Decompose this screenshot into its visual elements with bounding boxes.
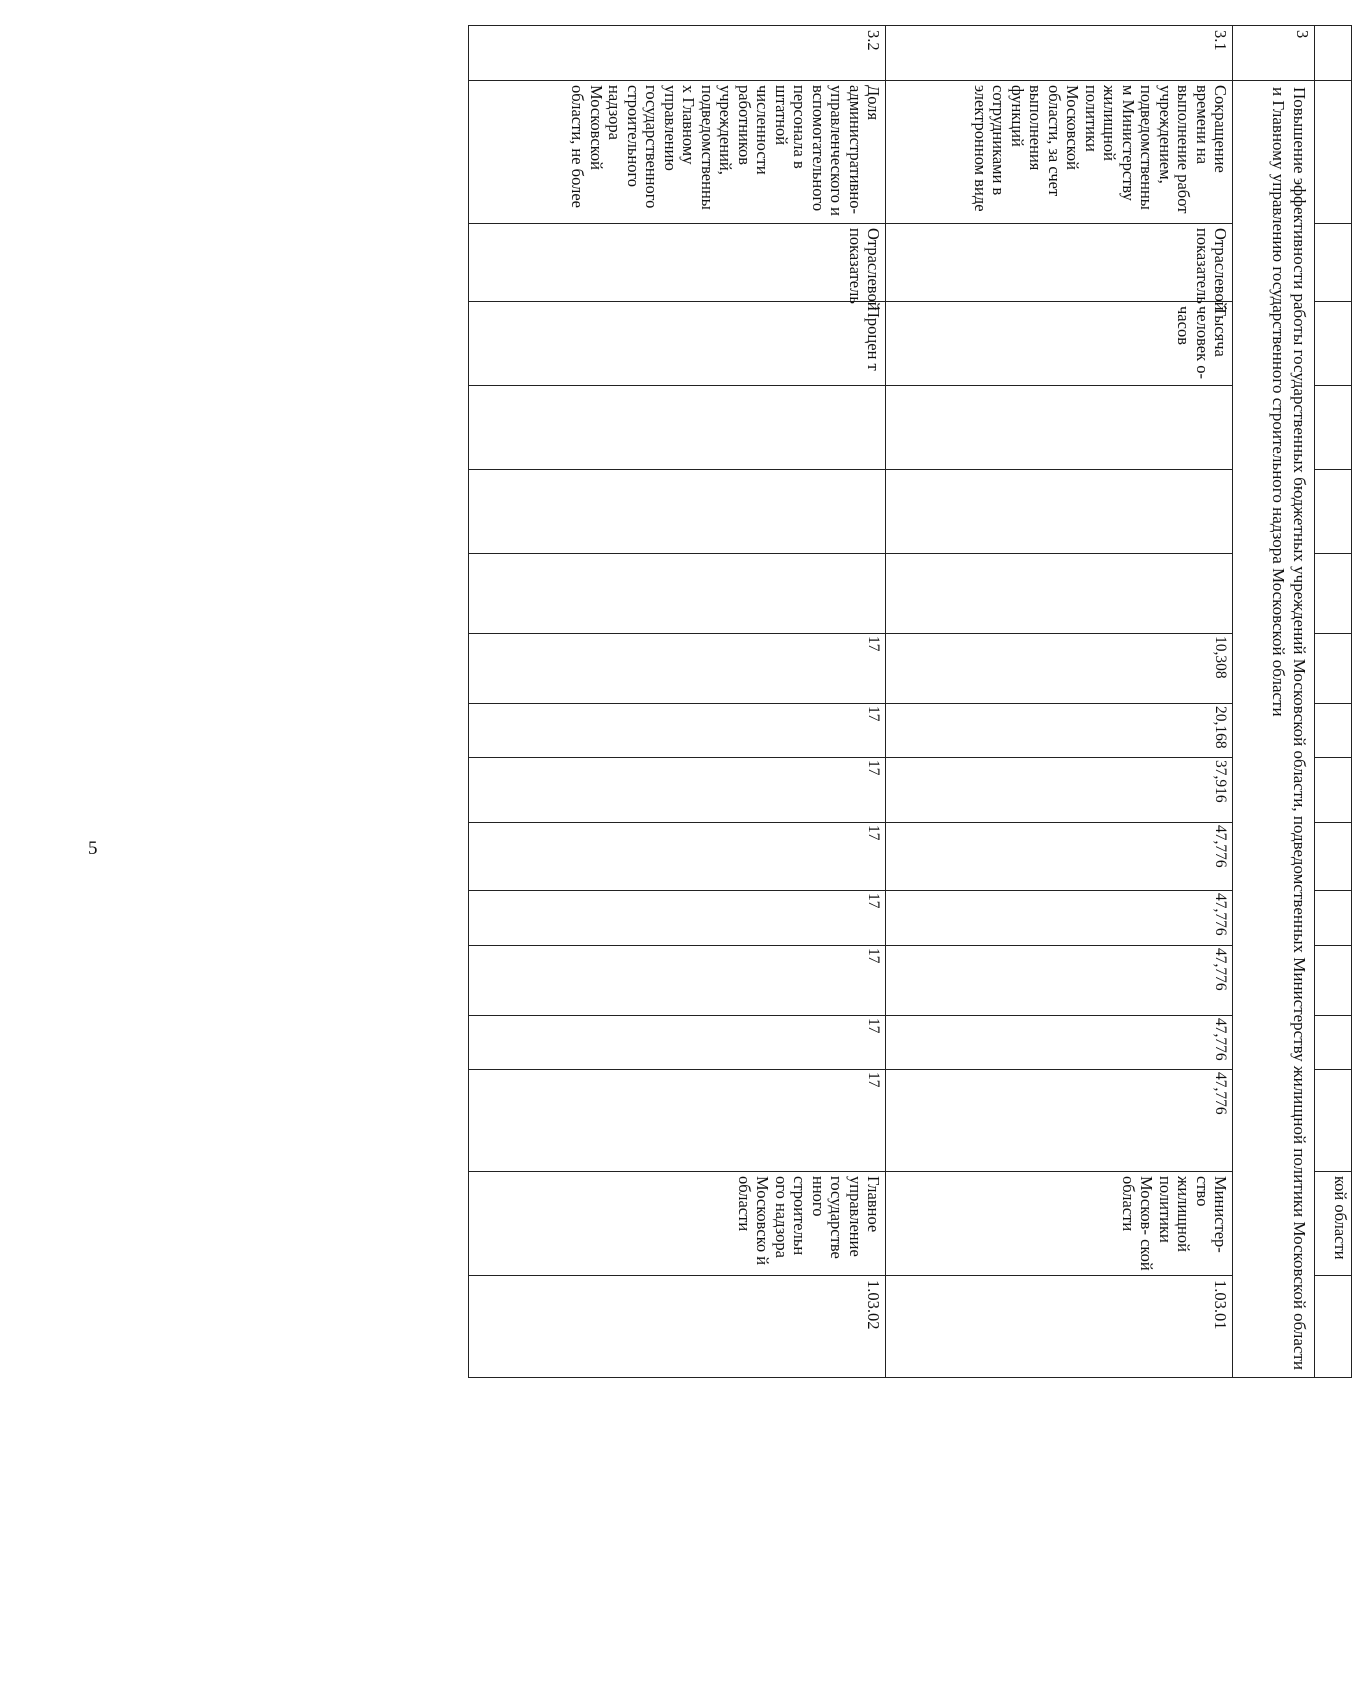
responsible-org: Главное управление государстве нного строительн ого надзора Московско й области [469, 1172, 886, 1276]
table-row [886, 26, 1233, 1378]
table-row [469, 26, 886, 1378]
value-cell: 37,916 [886, 758, 1233, 823]
value-cell: 20,168 [886, 704, 1233, 758]
value-cell: 17 [469, 634, 886, 704]
value-cell: 17 [469, 891, 886, 946]
responsible-header-fragment: кой области [1315, 1172, 1352, 1276]
value-cell [469, 386, 886, 470]
value-cell: 17 [469, 823, 886, 891]
table-row [1315, 26, 1352, 1378]
row-number: 3.1 [886, 26, 1233, 81]
value-cell: 17 [469, 1016, 886, 1070]
value-cell [469, 554, 886, 634]
value-cell [886, 554, 1233, 634]
responsible-org: Министер- ство жилищной политики Москов- ской области [886, 1172, 1233, 1276]
value-cell: 47,776 [886, 823, 1233, 891]
value-cell: 17 [469, 758, 886, 823]
value-cell: 47,776 [886, 1016, 1233, 1070]
value-cell: 17 [469, 704, 886, 758]
page-number: 5 [88, 838, 98, 859]
section-number: 3 [1233, 26, 1315, 81]
indicator-name: Доля административно- управленческого и вспомогательного персонала в штатной численности работников учреждений, подведомственны х Главному управлению государственного строительного надзора Московской области, не более [469, 81, 886, 224]
indicator-code: 1.03.01 [886, 1276, 1233, 1378]
indicator-unit: Процен т [469, 302, 886, 386]
value-cell [469, 470, 886, 554]
table-row [1233, 26, 1315, 1378]
value-cell: 47,776 [886, 891, 1233, 946]
indicators-table [468, 25, 1352, 1378]
indicator-code: 1.03.02 [469, 1276, 886, 1378]
indicator-name: Сокращение времени на выполнение работ учреждением, подведомственны м Министерству жилищной политики Московской области, за счет выполнения функций сотрудниками в электронном виде [886, 81, 1233, 224]
value-cell: 47,776 [886, 1070, 1233, 1172]
value-cell [886, 386, 1233, 470]
indicator-type: Отраслевой показатель [469, 224, 886, 302]
section-title: Повышение эффективности работы государственных бюджетных учреждений Московской области, подведомственных Министерству жилищной политики Московской области и Главному управлению государственного строительного надзора Московской области [1233, 81, 1315, 1378]
indicator-type: Отраслевой показатель [886, 224, 1233, 302]
value-cell: 47,776 [886, 946, 1233, 1016]
value-cell [886, 470, 1233, 554]
indicator-unit: Тысяча человек о-часов [886, 302, 1233, 386]
value-cell: 17 [469, 1070, 886, 1172]
row-number: 3.2 [469, 26, 886, 81]
rotated-table-container [172, 25, 1352, 1370]
value-cell: 17 [469, 946, 886, 1016]
value-cell: 10,308 [886, 634, 1233, 704]
